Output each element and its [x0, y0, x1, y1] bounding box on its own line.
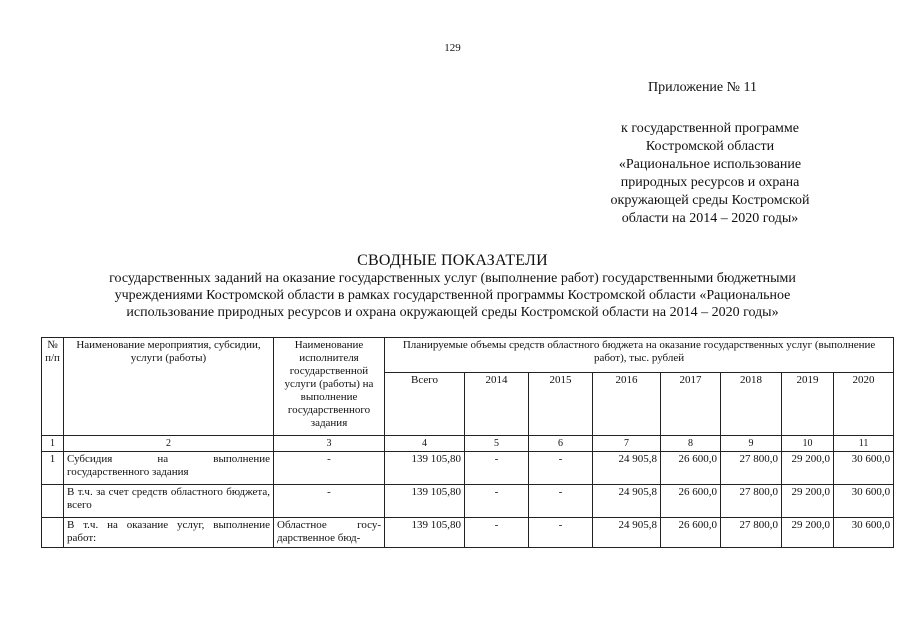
row-total: 139 105,80 [385, 485, 465, 518]
row-name: Субсидия на выполнение государственного задания [64, 452, 274, 485]
row-executor: - [274, 452, 385, 485]
row-value: 29 200,0 [782, 518, 834, 548]
column-number: 3 [274, 436, 385, 452]
column-number: 11 [834, 436, 894, 452]
row-total: 139 105,80 [385, 452, 465, 485]
appendix-note-line: окружающей среды Костромской [610, 193, 810, 208]
appendix-note-line: природных ресурсов и охрана [620, 175, 800, 190]
document-subtitle-line: использование природных ресурсов и охрана окружающей среды Костромской области на 2014 – 2020 годы» [126, 305, 779, 320]
row-value: 30 600,0 [834, 452, 894, 485]
row-value: - [465, 485, 529, 518]
row-executor: - [274, 485, 385, 518]
column-number: 10 [782, 436, 834, 452]
row-value: 24 905,8 [593, 518, 661, 548]
document-subtitle-line: государственных заданий на оказание государственных услуг (выполнение работ) государственными бюджетными [109, 271, 796, 286]
row-value: - [529, 485, 593, 518]
document-subtitle [40, 270, 865, 321]
table-row [42, 518, 894, 548]
column-number: 7 [593, 436, 661, 452]
header-num: № п/п [42, 338, 64, 436]
row-value: 27 800,0 [721, 518, 782, 548]
header-year: 2017 [661, 373, 721, 436]
column-number: 1 [42, 436, 64, 452]
row-num [42, 485, 64, 518]
appendix-title: Приложение № 11 [648, 80, 757, 95]
header-year: 2019 [782, 373, 834, 436]
column-number: 6 [529, 436, 593, 452]
row-value: - [529, 452, 593, 485]
header-year: 2015 [529, 373, 593, 436]
column-number-row [42, 436, 894, 452]
row-value: 27 800,0 [721, 485, 782, 518]
table-row [42, 452, 894, 485]
column-number: 4 [385, 436, 465, 452]
appendix-note-line: «Рациональное использование [618, 157, 802, 172]
column-number: 9 [721, 436, 782, 452]
row-value: 27 800,0 [721, 452, 782, 485]
row-value: 24 905,8 [593, 452, 661, 485]
row-value: 30 600,0 [834, 485, 894, 518]
document-title: СВОДНЫЕ ПОКАЗАТЕЛИ [357, 252, 548, 269]
row-value: 30 600,0 [834, 518, 894, 548]
appendix-note-line: области на 2014 – 2020 годы» [621, 211, 799, 226]
row-name: В т.ч. на оказание услуг, выполнение работ: [64, 518, 274, 548]
row-name: В т.ч. за счет средств областного бюджета, всего [64, 485, 274, 518]
appendix-note [594, 120, 826, 228]
row-value: 26 600,0 [661, 485, 721, 518]
row-total: 139 105,80 [385, 518, 465, 548]
appendix-note-line: к государственной программе [621, 121, 799, 136]
column-number: 5 [465, 436, 529, 452]
appendix-note-line: Костромской области [645, 139, 775, 154]
header-year: 2016 [593, 373, 661, 436]
header-executor: Наименование исполнителя государственной услуги (работы) на выполнение государственного задания [274, 338, 385, 436]
row-value: - [465, 452, 529, 485]
row-value: - [465, 518, 529, 548]
row-value: - [529, 518, 593, 548]
row-value: 26 600,0 [661, 518, 721, 548]
row-num [42, 518, 64, 548]
header-year: 2014 [465, 373, 529, 436]
column-number: 2 [64, 436, 274, 452]
header-planned: Планируемые объемы средств областного бюджета на оказание государственных услуг (выполнение работ), тыс. рублей [385, 338, 894, 373]
row-value: 29 200,0 [782, 452, 834, 485]
row-executor: Областное госу- дарственное бюд- [274, 518, 385, 548]
page-number: 129 [444, 42, 461, 54]
indicators-table [41, 337, 894, 548]
column-number: 8 [661, 436, 721, 452]
row-value: 26 600,0 [661, 452, 721, 485]
row-value: 24 905,8 [593, 485, 661, 518]
table-row [42, 485, 894, 518]
header-name: Наименование мероприятия, субсидии, услуги (работы) [64, 338, 274, 436]
row-value: 29 200,0 [782, 485, 834, 518]
header-year: 2018 [721, 373, 782, 436]
header-year: 2020 [834, 373, 894, 436]
header-total: Всего [385, 373, 465, 436]
document-subtitle-line: учреждениями Костромской области в рамках государственной программы Костромской области «Рациональное [114, 288, 791, 303]
row-num: 1 [42, 452, 64, 485]
